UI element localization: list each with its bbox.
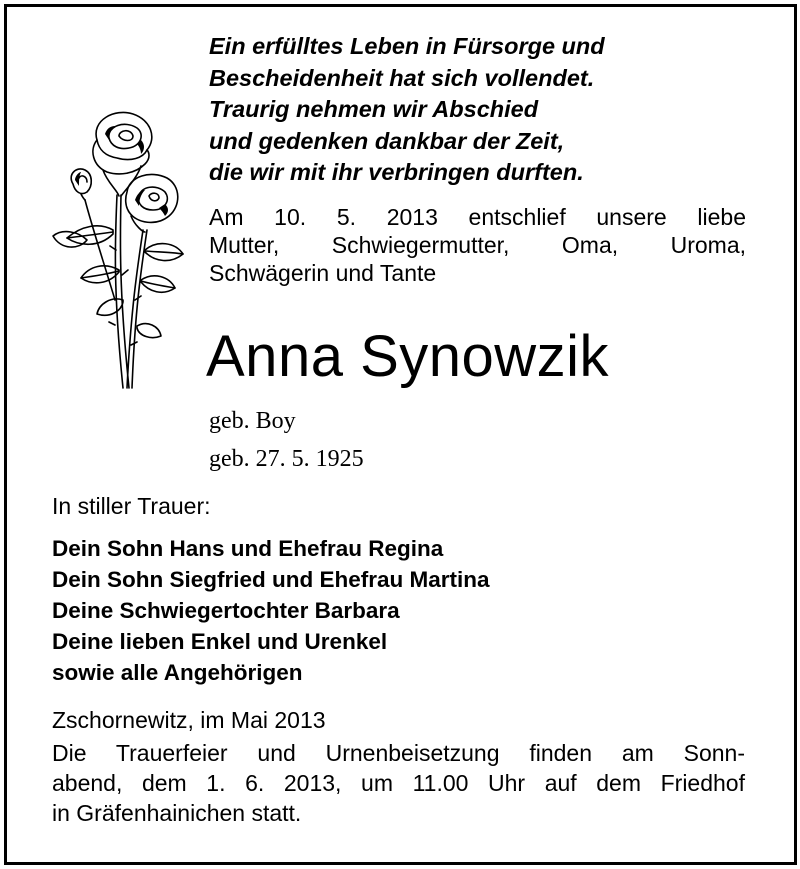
announcement-line: Mutter, Schwiegermutter, Oma, Uroma, xyxy=(209,232,746,258)
death-announcement xyxy=(209,203,746,287)
quote-line: und gedenken dankbar der Zeit, xyxy=(209,127,565,154)
announcement-line: Schwägerin und Tante xyxy=(209,260,437,286)
mourning-label: In stiller Trauer: xyxy=(52,493,211,519)
announcement-line: Am 10. 5. 2013 entschlief unsere liebe xyxy=(209,204,746,230)
quote-block xyxy=(209,31,769,189)
funeral-line: in Gräfenhainichen statt. xyxy=(52,800,302,826)
deceased-name: Anna Synowzik xyxy=(206,324,610,389)
quote-line: Bescheidenheit hat sich vollendet. xyxy=(209,64,595,91)
maiden-name: geb. Boy xyxy=(209,408,296,434)
quote-line: die wir mit ihr verbringen durften. xyxy=(209,159,584,185)
mourner-entry: sowie alle Angehörigen xyxy=(52,660,303,685)
birth-date: geb. 27. 5. 1925 xyxy=(209,446,364,472)
place-date: Zschornewitz, im Mai 2013 xyxy=(52,707,326,733)
funeral-line: Die Trauerfeier und Urnenbeisetzung finden am Sonn- xyxy=(52,740,745,766)
mourners-list xyxy=(52,533,490,688)
mourner-entry: Deine Schwiegertochter Barbara xyxy=(52,598,400,623)
funeral-line: abend, dem 1. 6. 2013, um 11.00 Uhr auf dem Friedhof xyxy=(52,770,745,796)
deceased-details xyxy=(209,402,364,478)
mourner-entry: Dein Sohn Hans und Ehefrau Regina xyxy=(52,536,444,561)
rose-icon xyxy=(45,100,195,390)
mourner-entry: Deine lieben Enkel und Urenkel xyxy=(52,629,388,654)
quote-line: Ein erfülltes Leben in Fürsorge und xyxy=(209,33,605,59)
funeral-notice xyxy=(52,738,745,828)
quote-line: Traurig nehmen wir Abschied xyxy=(209,96,539,122)
mourner-entry: Dein Sohn Siegfried und Ehefrau Martina xyxy=(52,567,490,592)
